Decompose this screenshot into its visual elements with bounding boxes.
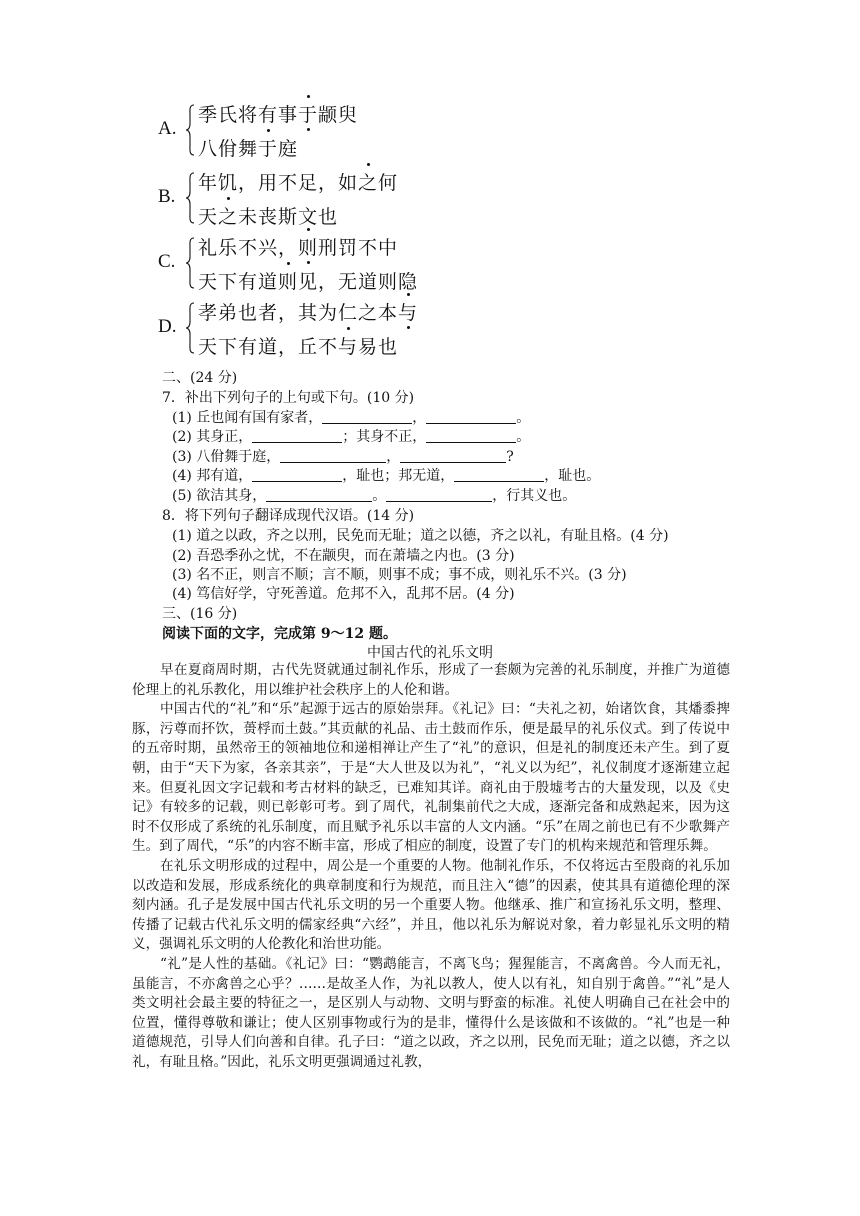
article-paragraph: 早在夏商周时期，古代先贤就通过制礼作乐，形成了一套颇为完善的礼乐制度，并推广为道德伦理上的礼乐教化，用以维护社会秩序上的人伦和谐。 xyxy=(132,662,730,698)
answer-blank[interactable] xyxy=(454,467,544,482)
option-text: 庭 xyxy=(278,138,299,160)
q7-item-text: ， xyxy=(386,449,401,465)
q7-item-text: ，行其义也。 xyxy=(492,488,577,504)
option-letter: B. xyxy=(158,186,176,207)
q7-item-text: ? xyxy=(506,449,514,465)
answer-blank[interactable] xyxy=(426,428,516,443)
q7-item-text: ， xyxy=(412,410,427,426)
option-line xyxy=(198,202,338,229)
answer-blank[interactable] xyxy=(400,448,506,463)
option-a xyxy=(158,100,598,162)
option-line xyxy=(198,233,398,260)
option-line xyxy=(198,332,398,359)
option-text: 季氏将有事 xyxy=(198,104,299,126)
option-text: 见，无道则隐 xyxy=(298,271,419,293)
q7-item xyxy=(172,485,576,505)
section-2-heading: 二、(24 分) xyxy=(162,370,238,386)
option-b xyxy=(158,168,598,230)
option-text: 刑罚不中 xyxy=(318,237,399,259)
brace-icon xyxy=(185,172,195,224)
brace-icon xyxy=(185,302,195,354)
option-text: 天 xyxy=(198,206,219,228)
q7-item-text: 。 xyxy=(516,410,531,426)
q7-item xyxy=(172,446,514,466)
q8-item: (3) 名不正，则言不顺；言不顺，则事不成；事不成，则礼乐不兴。(3 分) xyxy=(172,567,627,583)
q8-item: (2) 吾恐季孙之忧，不在颛臾，而在萧墙之内也。(3 分) xyxy=(172,548,515,564)
option-line xyxy=(198,100,358,127)
q7-item-text: (3) 八佾舞于庭， xyxy=(172,449,281,465)
emphasized-char: 则 xyxy=(298,233,318,260)
q8-item: (4) 笃信好学，守死善道。危邦不入，乱邦不居。(4 分) xyxy=(172,586,515,602)
option-text: 礼乐不兴， xyxy=(198,237,299,259)
option-text: 颛臾 xyxy=(318,104,359,126)
answer-blank[interactable] xyxy=(252,428,342,443)
emphasized-char: 于 xyxy=(298,100,318,127)
answer-blank[interactable] xyxy=(426,409,516,424)
option-d xyxy=(158,298,598,360)
q7-item xyxy=(172,407,530,427)
q7-item-text: 。 xyxy=(516,429,531,445)
article-paragraph: 中国古代的“礼”和“乐”起源于远古的原始崇拜。《礼记》曰：“夫礼之初，始诸饮食，其燔黍捭豚，污尊而抔饮，蒉桴而土鼓。”其贡献的礼品、击土鼓而作乐，便是最早的礼乐仪式。到了传说中的五帝时期，虽然帝王的领袖地位和递相禅让产生了“礼”的意识，但是礼的制度还未产生。到了夏朝，由于“天下为家，各亲其亲”，于是“大人世及以为礼”，“礼义以为纪”，礼仪制度才逐渐建立起来。但夏礼因文字记载和考古材料的缺乏，已难知其详。商礼由于殷墟考古的大量发现，以及《史记》有较多的记载，则已彰彰可考。到了周代，礼制集前代之大成，逐渐完备和成熟起来，因为这时不仅形成了系统的礼乐制度，而且赋予礼乐以丰富的人文内涵。“乐”在周之前也已有不少歌舞产生。到了周代，“乐”的内容不断丰富，形成了相应的制度，设置了专门的机构来规范和管理乐舞。 xyxy=(132,701,730,855)
option-text: 何 xyxy=(378,172,399,194)
option-c xyxy=(158,233,598,295)
brace-icon xyxy=(185,104,195,156)
q7-item xyxy=(172,426,530,446)
answer-blank[interactable] xyxy=(280,448,386,463)
article-paragraph: 在礼乐文明形成的过程中，周公是一个重要的人物。他制礼作乐，不仅将远古至殷商的礼乐加以改造和发展，形成系统化的典章制度和行为规范，而且注入“德”的因素，使其具有道德伦理的深刻内涵。孔子是发展中国古代礼乐文明的另一个重要人物。他继承、推广和宣扬礼乐文明，整理、传播了记载古代礼乐文明的儒家经典“六经”，并且，他以礼乐为解说对象，着力彰显礼乐文明的精义，强调礼乐文明的人伦教化和治世功能。 xyxy=(132,857,730,953)
q7-item-text: (1) 丘也闻有国有家者， xyxy=(172,410,323,426)
q7-item xyxy=(172,465,600,485)
q7-item-text: (5) 欲洁其身， xyxy=(172,488,267,504)
option-line xyxy=(198,134,298,161)
option-letter: C. xyxy=(158,251,176,272)
q8-item: (1) 道之以政，齐之以刑，民免而无耻；道之以德，齐之以礼，有耻且格。(4 分) xyxy=(172,528,669,544)
section-3-heading: 三、(16 分) xyxy=(162,606,238,622)
brace-icon xyxy=(185,237,195,289)
option-text: 未丧斯文也 xyxy=(238,206,339,228)
emphasized-char: 与 xyxy=(338,332,358,359)
option-text: 八佾舞 xyxy=(198,138,259,160)
q7-item-text: ，耻也。 xyxy=(544,468,601,484)
option-line xyxy=(198,168,398,195)
question-7: 7．补出下列句子的上句或下句。(10 分) xyxy=(162,390,415,406)
emphasized-char: 于 xyxy=(258,134,278,161)
emphasized-char: 则 xyxy=(278,267,298,294)
q7-item-text: ，耻也；邦无道， xyxy=(342,468,455,484)
article-body xyxy=(132,661,730,1072)
option-text: 易也 xyxy=(358,336,399,358)
question-8: 8．将下列句子翻译成现代汉语。(14 分) xyxy=(162,508,415,524)
option-letter: A. xyxy=(158,118,177,139)
answer-blank[interactable] xyxy=(252,467,342,482)
answer-blank[interactable] xyxy=(322,409,412,424)
option-line xyxy=(198,267,418,294)
q7-item-text: (4) 邦有道， xyxy=(172,468,253,484)
q7-item-text: 。 xyxy=(372,488,387,504)
answer-blank[interactable] xyxy=(386,487,492,502)
option-text: 天下有道 xyxy=(198,271,279,293)
emphasized-char: 之 xyxy=(218,202,238,229)
option-letter: D. xyxy=(158,316,177,337)
article-paragraph: “礼”是人性的基础。《礼记》曰：“鹦鹉能言，不离飞鸟；猩猩能言，不离禽兽。今人而无礼，虽能言，不亦禽兽之心乎？……是故圣人作，为礼以教人，使人以有礼，知自别于禽兽。”“礼”是人类文明社会最主要的特征之一，是区别人与动物、文明与野蛮的标准。礼使人明确自己在社会中的位置，懂得尊敬和谦让；使人区别事物或行为的是非，懂得什么是该做和不该做的。“礼”也是一种道德规范，引导人们向善和自律。孔子曰：“道之以政，齐之以刑，民免而无耻；道之以德，齐之以礼，有耻且格。”因此，礼乐文明更强调通过礼教， xyxy=(132,955,730,1070)
option-text: 天下有道，丘不 xyxy=(198,336,339,358)
q7-item-text: ；其身不正， xyxy=(342,429,427,445)
emphasized-char: 与 xyxy=(398,298,418,325)
option-text: 孝弟也者，其为仁之本 xyxy=(198,302,399,324)
option-text: 年饥，用不足，如 xyxy=(198,172,359,194)
reading-instruction: 阅读下面的文字，完成第 9～12 题。 xyxy=(162,626,397,642)
answer-blank[interactable] xyxy=(266,487,372,502)
article-title: 中国古代的礼乐文明 xyxy=(367,645,493,661)
q7-item-text: (2) 其身正， xyxy=(172,429,253,445)
emphasized-char: 之 xyxy=(358,168,378,195)
option-line xyxy=(198,298,418,325)
